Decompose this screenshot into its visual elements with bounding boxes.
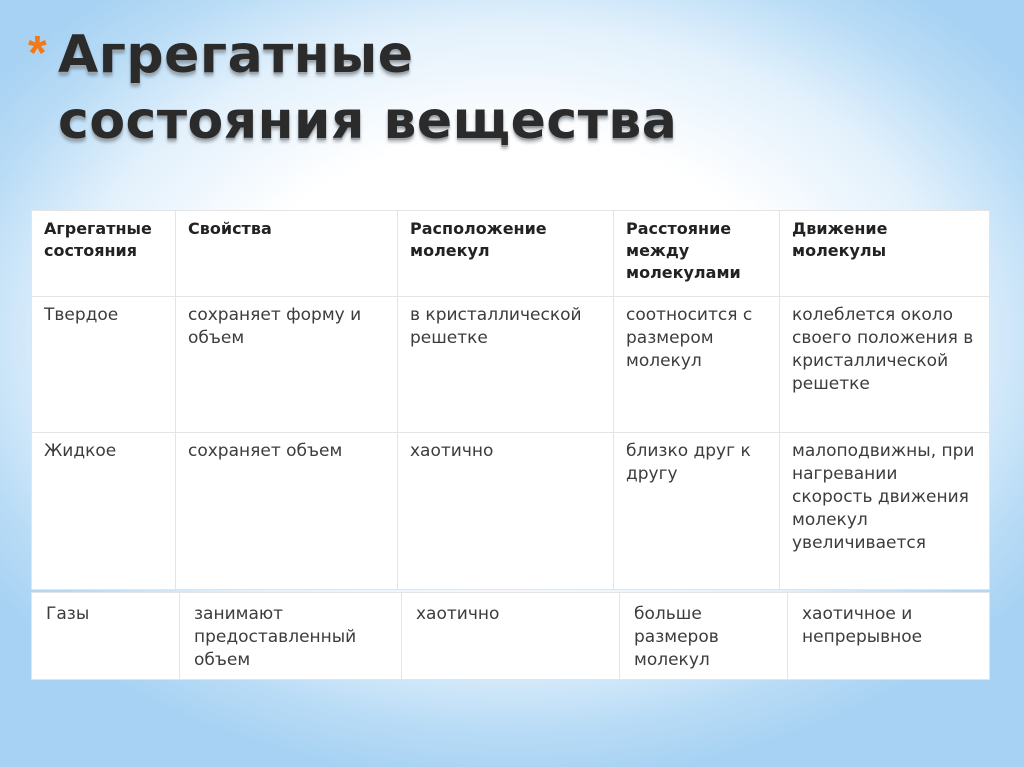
header-cell: Расположение молекул [398, 211, 614, 297]
table-cell: близко друг к другу [614, 433, 780, 590]
title-bullet-asterisk: * [28, 27, 47, 80]
header-cell: Движение молекулы [780, 211, 990, 297]
table-cell: соотносится с размером молекул [614, 297, 780, 433]
states-table-continuation [31, 592, 990, 680]
table-row [32, 297, 990, 433]
table-header-row [32, 211, 990, 297]
table-cell: сохраняет объем [176, 433, 398, 590]
table-cell: занимают предоставленный объем [180, 593, 402, 680]
slide-title-line-2: состояния вещества [58, 91, 678, 151]
slide-title-line-1: Агрегатные [58, 25, 414, 85]
table-cell: больше размеров молекул [620, 593, 788, 680]
slide-title [58, 22, 778, 154]
states-table [31, 210, 990, 590]
table-cell: колеблется около своего положения в кристаллической решетке [780, 297, 990, 433]
header-cell: Свойства [176, 211, 398, 297]
header-cell: Агрегатные состояния [32, 211, 176, 297]
table-cell: Твердое [32, 297, 176, 433]
table-cell: сохраняет форму и объем [176, 297, 398, 433]
table-cell: хаотичное и непрерывное [788, 593, 990, 680]
table-cell: хаотично [402, 593, 620, 680]
table-row [32, 433, 990, 590]
table-row [32, 593, 990, 680]
table-cell: Жидкое [32, 433, 176, 590]
table-cell: Газы [32, 593, 180, 680]
table-cell: хаотично [398, 433, 614, 590]
header-cell: Расстояние между молекулами [614, 211, 780, 297]
table-cell: в кристаллической решетке [398, 297, 614, 433]
table-cell: малоподвижны, при нагревании скорость движения молекул увеличивается [780, 433, 990, 590]
